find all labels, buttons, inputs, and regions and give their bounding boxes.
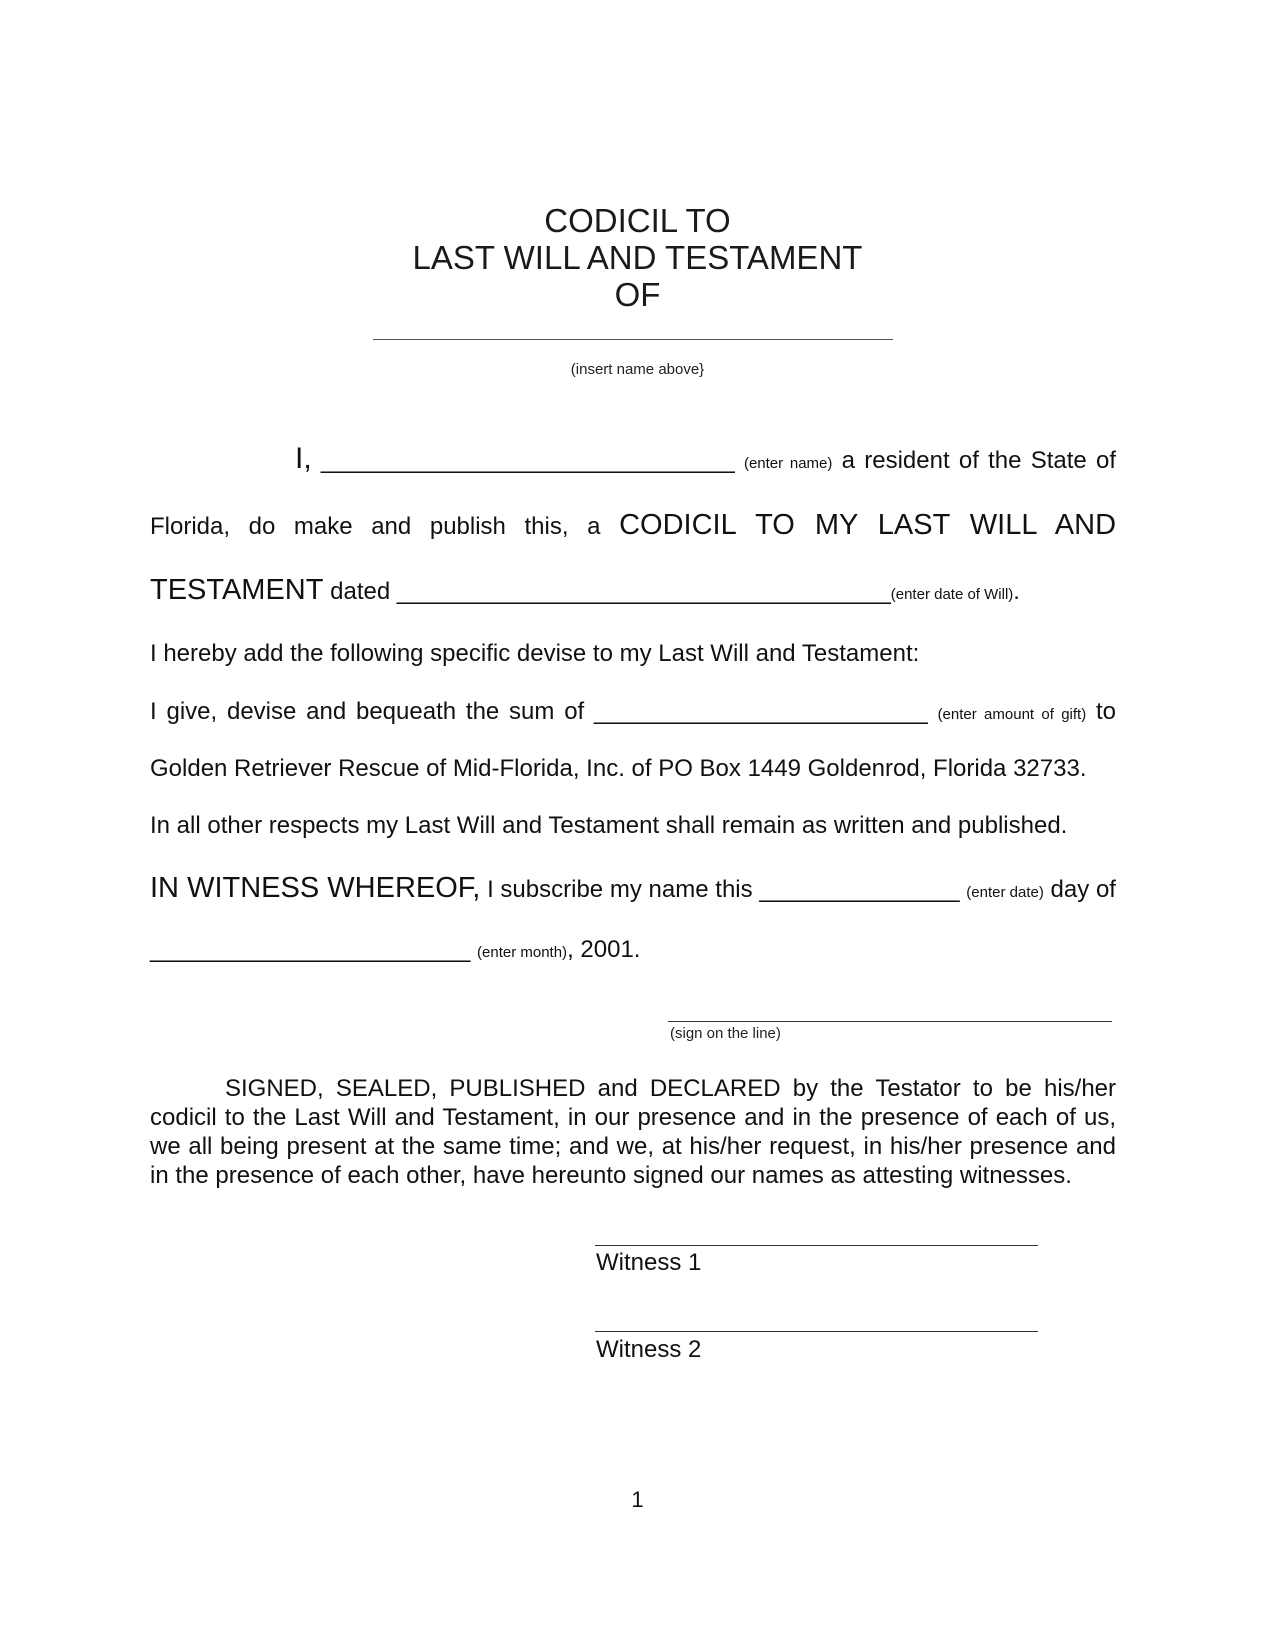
gift-amount-row: [150, 697, 1116, 730]
pronoun-i: I,: [295, 442, 312, 475]
signing-day-blank[interactable]: _______________: [759, 876, 960, 903]
signing-month-row: [150, 935, 1116, 968]
specific-devise-row: I hereby add the following specific devise to my Last Will and Testament:: [150, 640, 920, 667]
enter-name-hint: (enter name): [743, 455, 833, 472]
year-text: , 2001.: [567, 936, 641, 963]
resident-text: a resident of the State of: [841, 447, 1117, 474]
enter-date-of-will-hint: (enter date of Will): [890, 586, 1014, 603]
witness-1-signature-line[interactable]: [595, 1245, 1038, 1246]
attestation-line-3: we all being present at the same time; and we, at his/her request, in his/her presence and: [150, 1133, 1116, 1160]
enter-date-hint: (enter date): [966, 884, 1044, 901]
attestation-paragraph: [150, 1074, 1116, 1190]
day-of-text: day of: [1050, 876, 1116, 903]
beneficiary-row: Golden Retriever Rescue of Mid-Florida, Inc. of PO Box 1449 Goldenrod, Florida 32733.: [150, 755, 1087, 782]
will-date-row: [150, 575, 1116, 610]
sign-caption: (sign on the line): [670, 1025, 781, 1042]
gift-amount-blank[interactable]: _________________________: [594, 698, 928, 725]
witness-whereof-row: [150, 873, 1116, 908]
will-date-blank[interactable]: _____________________________________: [396, 578, 891, 605]
bequeath-text: I give, devise and bequeath the sum of: [150, 698, 585, 725]
testator-signature-line[interactable]: [668, 1021, 1112, 1022]
period: .: [1013, 578, 1020, 605]
testator-name-blank[interactable]: _______________________________: [320, 447, 735, 474]
testament-text: TESTAMENT: [150, 574, 324, 606]
codicil-statement-row: [150, 510, 1116, 542]
to-text: to: [1096, 698, 1117, 725]
page-number: 1: [631, 1487, 644, 1512]
subscribe-text: I subscribe my name this: [487, 876, 753, 903]
enter-amount-hint: (enter amount of gift): [937, 706, 1087, 723]
testator-name-line[interactable]: [373, 339, 893, 340]
witness-whereof-heading: IN WITNESS WHEREOF,: [150, 872, 481, 904]
testator-declaration-row: [295, 444, 1116, 479]
dated-text: dated: [330, 578, 391, 605]
enter-month-hint: (enter month): [477, 944, 568, 961]
name-caption: (insert name above}: [570, 361, 705, 378]
title-line-3: OF: [614, 276, 661, 313]
attestation-line-1: SIGNED, SEALED, PUBLISHED and DECLARED by the Testator to be his/her: [225, 1075, 1116, 1102]
witness-2-signature-line[interactable]: [595, 1331, 1038, 1332]
title-line-1: CODICIL TO: [544, 202, 731, 239]
attestation-line-2: codicil to the Last Will and Testament, in our presence and in the presence of each of us,: [150, 1104, 1116, 1131]
witness-1-label: Witness 1: [596, 1249, 702, 1276]
codicil-heading-text: CODICIL TO MY LAST WILL AND: [619, 509, 1117, 541]
remaining-provisions-row: In all other respects my Last Will and Testament shall remain as written and published.: [150, 812, 1068, 839]
title-line-2: LAST WILL AND TESTAMENT: [412, 239, 863, 276]
attestation-line-4: in the presence of each other, have hereunto signed our names as attesting witnesses.: [150, 1162, 1072, 1189]
witness-2-label: Witness 2: [596, 1336, 702, 1363]
signing-month-blank[interactable]: ________________________: [150, 936, 471, 963]
publish-text: Florida, do make and publish this, a: [150, 513, 601, 540]
